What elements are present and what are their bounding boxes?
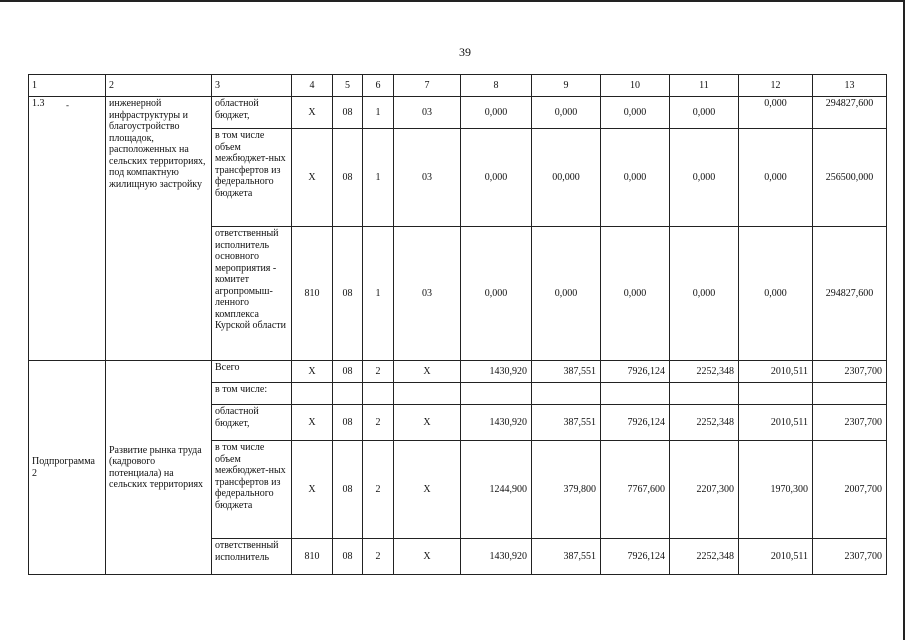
cell-col5: 08	[333, 227, 363, 361]
cell-col4: Х	[292, 361, 333, 383]
cell-col13: 2307,700	[813, 361, 887, 383]
cell-col10: 0,000	[601, 227, 670, 361]
cell-col7: Х	[394, 539, 461, 575]
table-row	[29, 361, 887, 383]
cell-col13: 2007,700	[813, 441, 887, 539]
cell-col12: 0,000	[739, 227, 813, 361]
funding-source: областной бюджет,	[212, 405, 292, 441]
table-row	[29, 97, 887, 129]
cell-col7: 03	[394, 97, 461, 129]
funding-source: в том числе объем межбюджет-ных трансфертов из федерального бюджета	[212, 441, 292, 539]
cell-col9	[532, 383, 601, 405]
header-cell: 6	[363, 75, 394, 97]
row-name: инженерной инфраструктуры и благоустройство площадок, расположенных на сельских территориях, под компактную жилищную застройку	[106, 97, 212, 361]
header-cell: 12	[739, 75, 813, 97]
cell-col8: 0,000	[461, 227, 532, 361]
header-row	[29, 75, 887, 97]
cell-col6: 2	[363, 405, 394, 441]
cell-col9: 387,551	[532, 361, 601, 383]
cell-col9: 387,551	[532, 405, 601, 441]
header-cell: 8	[461, 75, 532, 97]
tick-mark: -	[66, 100, 69, 110]
cell-col12	[739, 383, 813, 405]
row-code: Подпрограмма 2	[29, 361, 106, 575]
cell-col6: 1	[363, 97, 394, 129]
page-number: 39	[459, 45, 471, 59]
cell-col7: Х	[394, 361, 461, 383]
header-cell: 7	[394, 75, 461, 97]
cell-col5: 08	[333, 441, 363, 539]
cell-col6	[363, 383, 394, 405]
header-cell: 5	[333, 75, 363, 97]
cell-col9: 00,000	[532, 129, 601, 227]
funding-source: в том числе:	[212, 383, 292, 405]
cell-col12: 2010,511	[739, 405, 813, 441]
cell-col11: 2252,348	[670, 361, 739, 383]
cell-col6: 1	[363, 227, 394, 361]
cell-col9: 387,551	[532, 539, 601, 575]
header-cell: 9	[532, 75, 601, 97]
header-cell: 3	[212, 75, 292, 97]
funding-source: областной бюджет,	[212, 97, 292, 129]
cell-col8: 0,000	[461, 97, 532, 129]
funding-source: в том числе объем межбюджет-ных трансфертов из федерального бюджета	[212, 129, 292, 227]
cell-col4: 810	[292, 227, 333, 361]
cell-col11: 2252,348	[670, 539, 739, 575]
cell-col12: 0,000	[739, 97, 813, 129]
header-cell: 1	[29, 75, 106, 97]
cell-col12: 2010,511	[739, 361, 813, 383]
cell-col6: 2	[363, 361, 394, 383]
cell-col13: 294827,600	[813, 227, 887, 361]
header-cell: 11	[670, 75, 739, 97]
header-cell: 2	[106, 75, 212, 97]
cell-col13: 294827,600	[813, 97, 887, 129]
cell-col5	[333, 383, 363, 405]
cell-col9: 379,800	[532, 441, 601, 539]
row-code: 1.3	[29, 97, 106, 361]
cell-col7: 03	[394, 227, 461, 361]
cell-col8: 1430,920	[461, 539, 532, 575]
cell-col6: 1	[363, 129, 394, 227]
cell-col13	[813, 383, 887, 405]
funding-source: Всего	[212, 361, 292, 383]
cell-col7: Х	[394, 405, 461, 441]
cell-col13: 256500,000	[813, 129, 887, 227]
cell-col11: 0,000	[670, 97, 739, 129]
cell-col8: 1244,900	[461, 441, 532, 539]
cell-col10	[601, 383, 670, 405]
cell-col6: 2	[363, 441, 394, 539]
cell-col8	[461, 383, 532, 405]
cell-col10: 7926,124	[601, 539, 670, 575]
cell-col4	[292, 383, 333, 405]
cell-col12: 1970,300	[739, 441, 813, 539]
cell-col4: Х	[292, 97, 333, 129]
cell-col11: 2207,300	[670, 441, 739, 539]
cell-col5: 08	[333, 129, 363, 227]
page-top-edge	[0, 0, 905, 2]
cell-col8: 1430,920	[461, 361, 532, 383]
cell-col11: 0,000	[670, 129, 739, 227]
cell-col8: 1430,920	[461, 405, 532, 441]
cell-col7: 03	[394, 129, 461, 227]
funding-source: ответственный исполнитель	[212, 539, 292, 575]
cell-col4: 810	[292, 539, 333, 575]
cell-col7: Х	[394, 441, 461, 539]
cell-col10: 7926,124	[601, 361, 670, 383]
cell-col5: 08	[333, 361, 363, 383]
cell-col11: 2252,348	[670, 405, 739, 441]
cell-col13: 2307,700	[813, 539, 887, 575]
cell-col11	[670, 383, 739, 405]
cell-col12: 0,000	[739, 129, 813, 227]
cell-col7	[394, 383, 461, 405]
cell-col10: 7767,600	[601, 441, 670, 539]
cell-col10: 0,000	[601, 129, 670, 227]
budget-table	[28, 74, 887, 575]
cell-col11: 0,000	[670, 227, 739, 361]
cell-col4: Х	[292, 405, 333, 441]
cell-col4: Х	[292, 129, 333, 227]
header-cell: 10	[601, 75, 670, 97]
cell-col10: 0,000	[601, 97, 670, 129]
cell-col9: 0,000	[532, 227, 601, 361]
cell-col9: 0,000	[532, 97, 601, 129]
cell-col5: 08	[333, 97, 363, 129]
header-cell: 4	[292, 75, 333, 97]
cell-col13: 2307,700	[813, 405, 887, 441]
cell-col12: 2010,511	[739, 539, 813, 575]
cell-col4: Х	[292, 441, 333, 539]
cell-col6: 2	[363, 539, 394, 575]
funding-source: ответственный исполнитель основного мероприятия - комитет агропромыш-ленного комплекса Курской области	[212, 227, 292, 361]
cell-col5: 08	[333, 539, 363, 575]
header-cell: 13	[813, 75, 887, 97]
cell-col5: 08	[333, 405, 363, 441]
cell-col8: 0,000	[461, 129, 532, 227]
cell-col10: 7926,124	[601, 405, 670, 441]
row-name: Развитие рынка труда (кадрового потенциала) на сельских территориях	[106, 361, 212, 575]
